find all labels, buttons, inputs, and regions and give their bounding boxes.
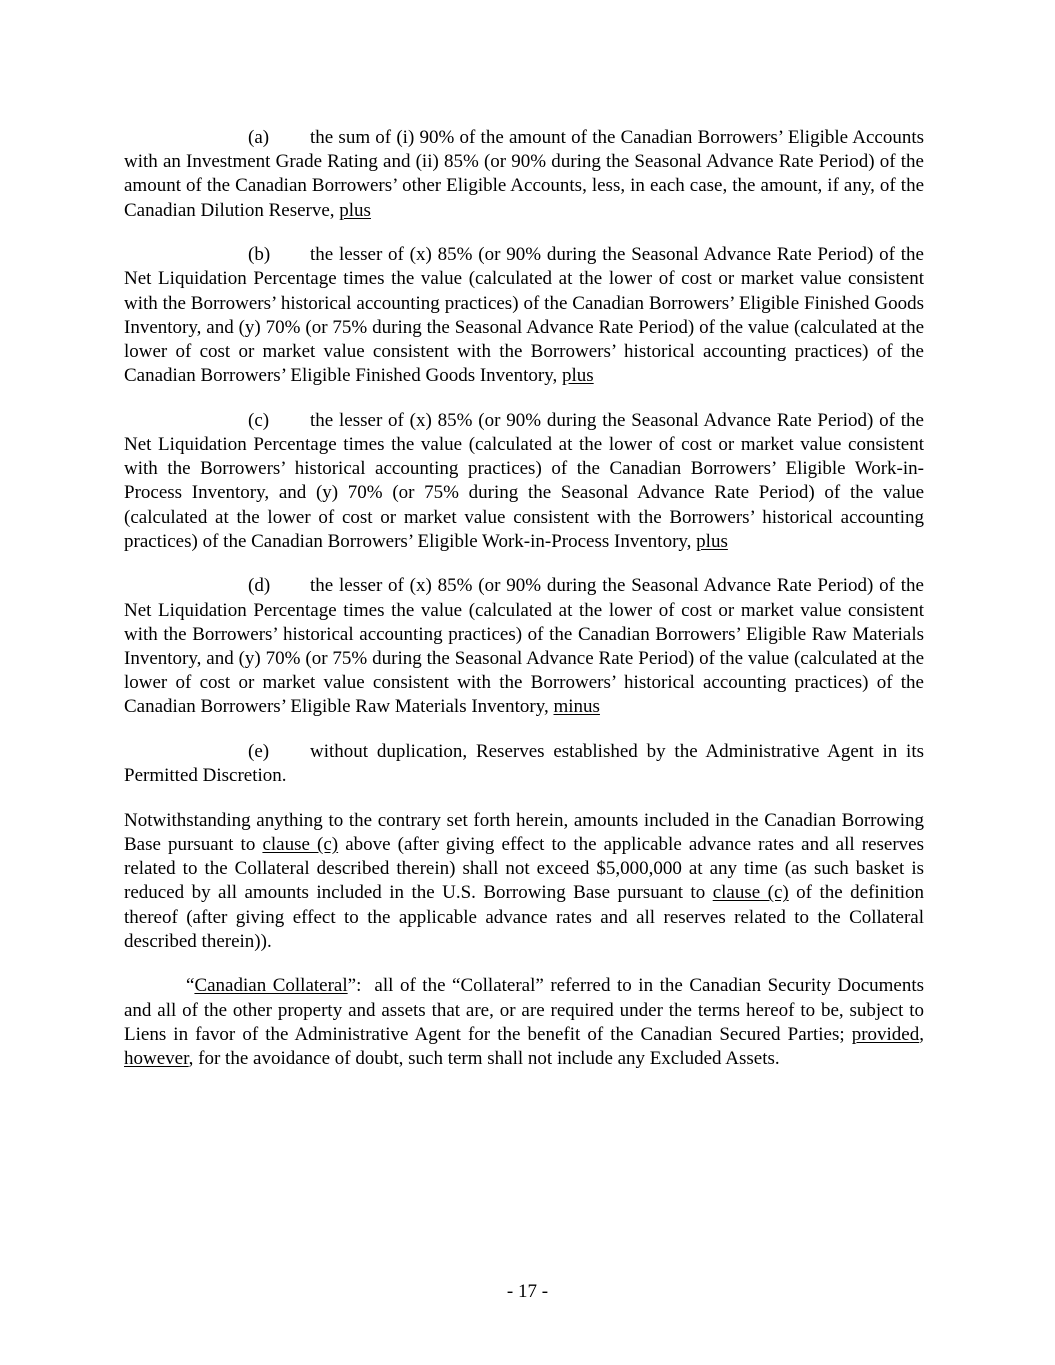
clause-text: without duplication, Reserves established by the Administrative Agent in its Permitted Discretion.	[124, 741, 924, 787]
definition-text: , for the avoidance of doubt, such term shall not include any Excluded Assets.	[188, 1048, 780, 1070]
clause-label: (d)	[248, 575, 271, 597]
comma: ,	[919, 1023, 924, 1045]
provided-term: provided	[851, 1023, 920, 1045]
clause-connector: plus	[696, 530, 728, 552]
paragraph-text: above (after giving effect to the applicable advance rates and all reserves related to the Collateral described therein) shall not exceed $5,000,000 at any time (as such basket is reduced by all amounts included in the U.S. Borrowing Base pursuant to	[124, 834, 924, 904]
clause-e	[124, 740, 924, 788]
clause-reference: clause (c)	[712, 882, 789, 904]
clause-label: (a)	[248, 127, 270, 148]
term-close: ”:	[347, 975, 375, 997]
clause-connector: plus	[561, 365, 594, 387]
open-quote: “	[186, 975, 195, 997]
paragraph-text: Notwithstanding anything to the contrary set forth herein, amounts included in the Canadian Borrowing Base pursuant to	[124, 809, 924, 856]
clause-label: (e)	[248, 741, 270, 763]
definition-canadian-collateral	[124, 974, 924, 1071]
clause-text: the lesser of (x) 85% (or 90% during the Seasonal Advance Rate Period) of the Net Liquidation Percentage times the value (calculated at the lower of cost or market value consistent with the Borrowers’ historical accounting practices) of the Canadian Borrowers’ Eligible Work-in-Process Inventory, and (y) 70% (or 75% during the Seasonal Advance Rate Period) of the value (calculated at the lower of cost or market value consistent with the Borrowers’ historical accounting practices) of the Canadian Borrowers’ Eligible Work-in-Process Inventory,	[124, 409, 924, 552]
clause-text: the sum of (i) 90% of the amount of the Canadian Borrowers’ Eligible Accounts with an Investment Grade Rating and (ii) 85% (or 90% during the Seasonal Advance Rate Period) of the amount of the Canadian Borrowers’ other Eligible Accounts, less, in each case, the amount, if any, of the Canadian Dilution Reserve,	[124, 127, 924, 221]
clause-d	[124, 574, 924, 719]
clause-connector: plus	[339, 199, 371, 221]
document-page	[124, 126, 924, 1092]
clause-reference: clause (c)	[262, 834, 339, 856]
clause-label: (c)	[248, 409, 270, 431]
page-number: - 17 -	[506, 1281, 549, 1302]
notwithstanding-paragraph	[124, 809, 924, 954]
however-term: however	[124, 1048, 189, 1070]
defined-term: Canadian Collateral	[194, 975, 348, 997]
clause-connector: minus	[553, 696, 600, 718]
clause-text: the lesser of (x) 85% (or 90% during the Seasonal Advance Rate Period) of the Net Liquidation Percentage times the value (calculated at the lower of cost or market value consistent with the Borrowers’ historical accounting practices) of the Canadian Borrowers’ Eligible Finished Goods Inventory, and (y) 70% (or 75% during the Seasonal Advance Rate Period) of the value (calculated at the lower of cost or market value consistent with the Borrowers’ historical accounting practices) of the Canadian Borrowers’ Eligible Finished Goods Inventory,	[124, 244, 924, 387]
clause-text: the lesser of (x) 85% (or 90% during the Seasonal Advance Rate Period) of the Net Liquidation Percentage times the value (calculated at the lower of cost or market value consistent with the Borrowers’ historical accounting practices) of the Canadian Borrowers’ Eligible Raw Materials Inventory, and (y) 70% (or 75% during the Seasonal Advance Rate Period) of the value (calculated at the lower of cost or market value consistent with the Borrowers’ historical accounting practices) of the Canadian Borrowers’ Eligible Raw Materials Inventory,	[124, 575, 924, 718]
clause-label: (b)	[248, 244, 271, 266]
definition-text: all of the “Collateral” referred to in the Canadian Security Documents and all of the other property and assets that are, or are required under the terms hereof to be, subject to Liens in favor of the Administrative Agent for the benefit of the Canadian Secured Parties;	[124, 975, 925, 1045]
clause-c	[124, 409, 924, 554]
paragraph-text: of the definition thereof (after giving effect to the applicable advance rates and all reserves related to the Collateral described therein)).	[124, 882, 925, 952]
clause-b	[124, 243, 924, 388]
clause-a	[124, 126, 924, 223]
